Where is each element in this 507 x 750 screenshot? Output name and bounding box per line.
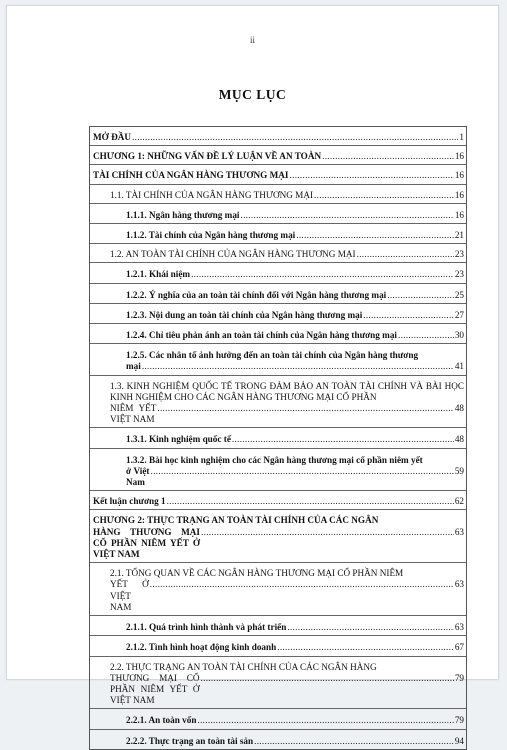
toc-entry-label: 1.1. TÀI CHÍNH CỦA NGÂN HÀNG THƯƠNG MẠI (110, 189, 314, 200)
toc-leader (314, 190, 454, 201)
toc-leader (142, 361, 454, 372)
toc-leader (322, 151, 454, 162)
toc-entry-label: Kết luận chương 1 (93, 496, 166, 507)
toc-entry-label: 2.2.2. Thực trạng an toàn tài sản (126, 735, 254, 746)
toc-entry[interactable] (90, 344, 466, 375)
toc-page-number: 30 (454, 330, 464, 341)
toc-leader (191, 269, 454, 280)
toc-entry-label: 2.1.2. Tình hình hoạt động kinh doanh (126, 642, 277, 653)
toc-entry[interactable] (90, 491, 466, 510)
toc-page-number: 41 (454, 361, 464, 372)
toc-entry-label: MỞ ĐẦU (93, 132, 132, 142)
toc-entry-label: 2.1.1. Quá trình hình thành và phát triển (126, 622, 287, 633)
toc-page-number: 63 (454, 579, 464, 590)
toc-entry-label-continued: mại (126, 361, 141, 372)
toc-entry[interactable] (90, 244, 466, 263)
toc-entry[interactable] (90, 709, 466, 729)
page-title: MỤC LỤC (218, 87, 287, 102)
toc-page-number: 48 (454, 434, 464, 445)
toc-leader (157, 403, 453, 414)
toc-page-number: 79 (454, 672, 464, 683)
toc-leader (387, 290, 454, 301)
toc-leader (132, 132, 458, 143)
toc-entry-label: 1.3.1. Kinh nghiệm quốc tế (126, 434, 231, 445)
toc-entry[interactable] (90, 730, 466, 749)
toc-leader (398, 330, 454, 341)
toc-page-number: 23 (454, 249, 464, 260)
toc-entry[interactable] (90, 185, 466, 204)
toc-page-number: 79 (454, 715, 464, 726)
toc-entry-label-continued: HÀNG THƯƠNG MẠI CỔ PHẦN NIÊM YẾT Ở VIỆT NAM (93, 526, 200, 560)
toc-entry[interactable] (90, 510, 466, 563)
toc-entry[interactable] (90, 428, 466, 448)
toc-entry-label: 1.3.2. Bài học kinh nghiệm cho các Ngân hàng thương mại cổ phần niêm yết (126, 454, 423, 465)
toc-entry[interactable] (90, 127, 466, 146)
toc-entry[interactable] (90, 376, 466, 429)
toc-entry[interactable] (90, 165, 466, 184)
page-number: ii (249, 35, 255, 45)
toc-entry-label-continued: NIÊM YẾT VIỆT NAM (110, 403, 157, 425)
toc-page-number: 62 (454, 496, 464, 507)
toc-entry[interactable] (90, 224, 466, 244)
toc-leader (197, 715, 453, 726)
document-page (6, 5, 499, 746)
toc-entry-label-continued: ở Việt Nam (126, 465, 150, 488)
toc-entry[interactable] (90, 204, 466, 224)
toc-entry[interactable] (90, 616, 466, 636)
toc-page-number: 27 (454, 309, 464, 320)
toc-entry-label: 1.3. KINH NGHIỆM QUỐC TẾ TRONG ĐẢM BẢO AN TOÀN TÀI CHÍNH VÀ BÀI HỌC KINH NGHIỆM CHO CÁC NGÂN HÀNG THƯƠNG MẠI CỔ PHẦN (110, 380, 464, 402)
toc-entry-label: CHƯƠNG 2: THỰC TRẠNG AN TOÀN TÀI CHÍNH CỦA CÁC NGÂN (93, 515, 379, 526)
toc-leader (150, 466, 453, 477)
toc-leader (167, 496, 454, 507)
toc-entry-label: CHƯƠNG 1: NHỮNG VẤN ĐỀ LÝ LUẬN VỀ AN TOÀN (93, 151, 322, 162)
toc-entry-label: 1.2.4. Chỉ tiêu phản ánh an toàn tài chính của Ngân hàng thương mại (126, 330, 397, 341)
toc-entry-label: 1.2.3. Nội dung an toàn tài chính của Ngân hàng thương mại (126, 309, 363, 320)
table-of-contents (89, 126, 467, 750)
toc-page-number: 21 (454, 230, 464, 241)
toc-entry-label: 1.2. AN TOÀN TÀI CHÍNH CỦA NGÂN HÀNG THƯƠNG MẠI (110, 249, 356, 260)
toc-page-number: 16 (454, 170, 464, 181)
toc-entry[interactable] (90, 263, 466, 283)
toc-leader (287, 622, 454, 633)
toc-leader (232, 434, 454, 445)
toc-entry-label: 1.2.1. Khái niệm (126, 269, 191, 280)
toc-page-number: 48 (454, 403, 464, 414)
toc-leader (363, 310, 454, 321)
toc-page-number: 25 (454, 289, 464, 300)
toc-entry-label: 1.2.5. Các nhân tố ảnh hưởng đến an toàn tài chính của Ngân hàng thương (126, 350, 419, 361)
toc-entry-label-continued: THƯƠNG MẠI CỔ PHẦN NIÊM YẾT Ở VIỆT NAM (110, 672, 200, 706)
toc-leader (277, 642, 454, 653)
toc-leader (290, 170, 454, 181)
toc-entry-label: 2.2. THỰC TRẠNG AN TOÀN TÀI CHÍNH CỦA CÁC NGÂN HÀNG (110, 661, 377, 672)
toc-page-number: 16 (454, 189, 464, 200)
toc-leader (240, 210, 453, 221)
toc-page-number: 16 (454, 209, 464, 220)
toc-leader (254, 736, 454, 747)
toc-leader (296, 230, 454, 241)
toc-entry[interactable] (90, 146, 466, 165)
toc-leader (357, 249, 454, 260)
toc-page-number: 67 (454, 642, 464, 653)
toc-entry-label: 2.1. TỔNG QUAN VỀ CÁC NGÂN HÀNG THƯƠNG MẠI CỔ PHẦN NIÊM (110, 568, 404, 579)
toc-entry[interactable] (90, 449, 466, 492)
toc-entry[interactable] (90, 563, 466, 616)
toc-leader (150, 579, 454, 590)
toc-leader (201, 673, 454, 684)
toc-page-number: 59 (454, 465, 464, 476)
toc-page-number: 94 (454, 735, 464, 746)
toc-entry[interactable] (90, 284, 466, 304)
toc-page-number: 16 (454, 151, 464, 162)
toc-entry-label: 1.1.1. Ngân hàng thương mại (126, 209, 240, 220)
toc-page-number: 1 (459, 132, 464, 142)
toc-entry[interactable] (90, 636, 466, 656)
toc-leader (201, 527, 454, 538)
toc-entry[interactable] (90, 657, 466, 710)
toc-page-number: 23 (454, 269, 464, 280)
toc-page-number: 63 (454, 526, 464, 537)
toc-entry-label: 1.1.2. Tài chính của Ngân hàng thương mại (126, 230, 296, 241)
toc-entry-label: 1.2.2. Ý nghĩa của an toàn tài chính đối với Ngân hàng thương mại (126, 289, 387, 300)
toc-entry[interactable] (90, 324, 466, 344)
toc-entry[interactable] (90, 304, 466, 324)
toc-entry-label: 2.2.1. An toàn vốn (126, 715, 197, 726)
toc-page-number: 63 (454, 622, 464, 633)
toc-entry-label-continued: YẾT Ở VIỆT NAM (110, 579, 149, 612)
toc-entry-label: TÀI CHÍNH CỦA NGÂN HÀNG THƯƠNG MẠI (93, 170, 289, 181)
